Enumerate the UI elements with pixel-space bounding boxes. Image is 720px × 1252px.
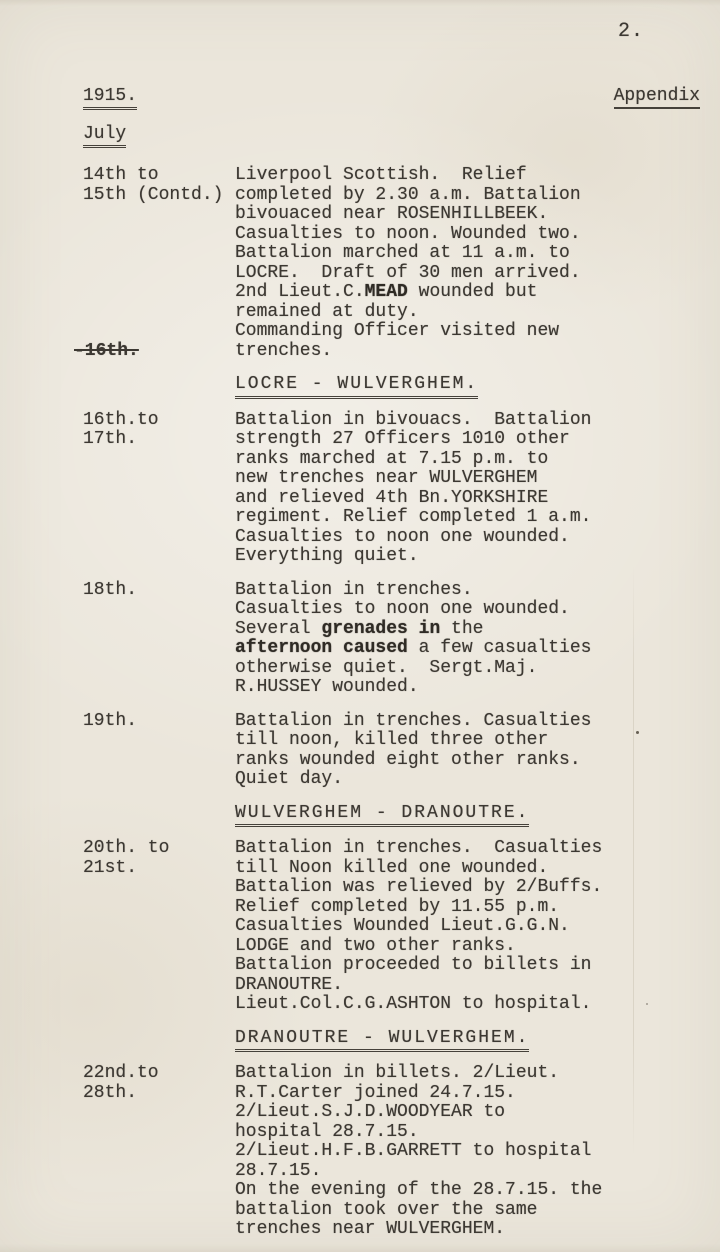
entry-body-line — [235, 620, 700, 640]
entry-date-line: 19th. — [83, 710, 138, 731]
section-heading-text: WULVERGHEM - DRANOUTRE. — [235, 804, 529, 828]
entry-date-column — [83, 839, 235, 1015]
entry-date-column — [74, 165, 235, 361]
header-row — [83, 86, 700, 110]
diary-entry — [83, 411, 700, 567]
overtyped-text: MEAD — [364, 282, 408, 302]
entry-body-line: 2/Lieut.H.F.B.GARRETT to hospital — [235, 1141, 592, 1161]
entry-body-line: Battalion in trenches. Casualties — [235, 710, 592, 731]
line-segment: a few casualties — [407, 638, 592, 658]
entry-body-line: battalion took over the same — [235, 1199, 538, 1220]
entry-body-line: Casualties to noon. Wounded two. — [235, 223, 581, 244]
line-segment: wounded but — [407, 282, 538, 302]
entry-body-line: 28.7.15. — [235, 1160, 322, 1181]
ink-speck — [636, 731, 639, 734]
month-row — [83, 124, 126, 148]
entry-body-line: Casualties Wounded Lieut.G.G.N. — [235, 916, 570, 936]
entry-body-line: LOCRE. Draft of 30 men arrived. — [235, 262, 581, 283]
entry-body-line: Relief completed by 11.55 p.m. — [235, 896, 560, 917]
year-heading: 1915. — [83, 86, 137, 110]
entry-body-line: hospital 28.7.15. — [235, 1121, 419, 1142]
entry-body-line — [235, 283, 700, 303]
entry-body-line: completed by 2.30 a.m. Battalion — [235, 184, 581, 205]
diary-entry — [83, 712, 700, 790]
entry-body-line: trenches near WULVERGHEM. — [235, 1219, 506, 1239]
entry-body-line: DRANOUTRE. — [235, 974, 344, 995]
section-heading-text: DRANOUTRE - WULVERGHEM. — [235, 1029, 529, 1053]
entry-body-line: Lieut.Col.C.G.ASHTON to hospital. — [235, 994, 592, 1014]
entry-body-line: 2/Lieut.S.J.D.WOODYEAR to — [235, 1102, 506, 1122]
entry-body-line: otherwise quiet. Sergt.Maj. — [235, 657, 538, 678]
entry-body-line: Battalion in bivouacs. Battalion — [235, 409, 592, 430]
diary-entry — [83, 1064, 700, 1240]
entry-body — [235, 712, 700, 790]
entry-date-line: 21st. — [83, 857, 138, 878]
section-heading-text: LOCRE - WULVERGHEM. — [235, 375, 478, 399]
entry-body-line: till noon, killed three other — [235, 730, 549, 750]
ink-speck — [646, 1003, 648, 1005]
entry-body-line: Everything quiet. — [235, 546, 419, 566]
entry-body-line: Battalion was relieved by 2/Buffs. — [235, 877, 603, 897]
overtyped-text: grenades in — [321, 618, 441, 639]
entry-body-line: Battalion marched at 11 a.m. to — [235, 243, 570, 263]
entry-date-line: 14th to — [83, 165, 159, 185]
entry-body — [235, 411, 700, 567]
entry-date-line: 28th. — [83, 1082, 138, 1103]
entry-body-line: On the evening of the 28.7.15. the — [235, 1180, 603, 1200]
entry-body-line: Battalion proceeded to billets in — [235, 955, 592, 975]
entry-date-line: 18th. — [83, 579, 138, 600]
entry-date-column — [83, 581, 235, 698]
section-heading — [235, 375, 700, 399]
entry-body-line: R.T.Carter joined 24.7.15. — [235, 1082, 516, 1103]
entry-body-line: regiment. Relief completed 1 a.m. — [235, 507, 592, 527]
entry-body-line: bivouaced near ROSENHILLBEEK. — [235, 204, 549, 224]
entry-body-line — [235, 639, 700, 659]
entry-date-column — [83, 712, 235, 790]
entry-body-line: ranks marched at 7.15 p.m. to — [235, 448, 549, 469]
entry-date-column — [83, 411, 235, 567]
entry-body — [235, 581, 700, 698]
struck-date-note: -16th. — [74, 340, 139, 361]
entry-body-line: R.HUSSEY wounded. — [235, 677, 419, 697]
line-segment: 2nd Lieut.C. — [235, 282, 365, 302]
entry-date-line: 17th. — [83, 429, 138, 449]
entry-date-line: 22nd.to — [83, 1063, 159, 1083]
entry-body-line: new trenches near WULVERGHEM — [235, 468, 538, 488]
entry-date-line: 20th. to — [83, 838, 170, 858]
entry-body-line: Liverpool Scottish. Relief — [235, 165, 527, 185]
entry-body — [235, 839, 700, 1015]
entry-body-line: and relieved 4th Bn.YORKSHIRE — [235, 487, 549, 508]
entry-body-line: Casualties to noon one wounded. — [235, 599, 570, 619]
page-number: 2. — [618, 20, 645, 43]
entry-body-line: Commanding Officer visited new — [235, 321, 560, 341]
diary-entries — [74, 165, 700, 1252]
month-heading: July — [83, 124, 126, 148]
entry-body — [235, 166, 700, 361]
overtyped-text: afternoon caused — [235, 638, 408, 658]
section-heading — [235, 804, 700, 828]
paper-crease — [633, 565, 634, 1155]
diary-entry — [74, 165, 700, 361]
entry-date-line: 15th (Contd.) — [83, 184, 224, 205]
entry-date-line: 16th.to — [83, 409, 159, 430]
section-heading — [235, 1029, 700, 1053]
entry-body-line: Quiet day. — [235, 769, 344, 789]
line-segment: Several — [235, 618, 322, 639]
entry-body-line: trenches. — [235, 340, 333, 361]
entry-body-line: till Noon killed one wounded. — [235, 857, 549, 878]
entry-body-line: Battalion in trenches. Casualties — [235, 838, 603, 858]
entry-body-line: ranks wounded eight other ranks. — [235, 749, 581, 770]
entry-body-line: Battalion in trenches. — [235, 579, 473, 600]
entry-body-line: strength 27 Officers 1010 other — [235, 429, 570, 449]
line-segment: the — [440, 618, 484, 639]
entry-body-line: remained at duty. — [235, 301, 419, 322]
entry-body — [235, 1064, 700, 1240]
diary-entry — [83, 839, 700, 1015]
entry-date-column — [83, 1064, 235, 1240]
entry-body-line: Casualties to noon one wounded. — [235, 526, 570, 547]
diary-entry — [83, 581, 700, 698]
entry-body-line: Battalion in billets. 2/Lieut. — [235, 1063, 560, 1083]
appendix-label: Appendix — [614, 86, 700, 109]
entry-body-line: LODGE and two other ranks. — [235, 935, 516, 956]
